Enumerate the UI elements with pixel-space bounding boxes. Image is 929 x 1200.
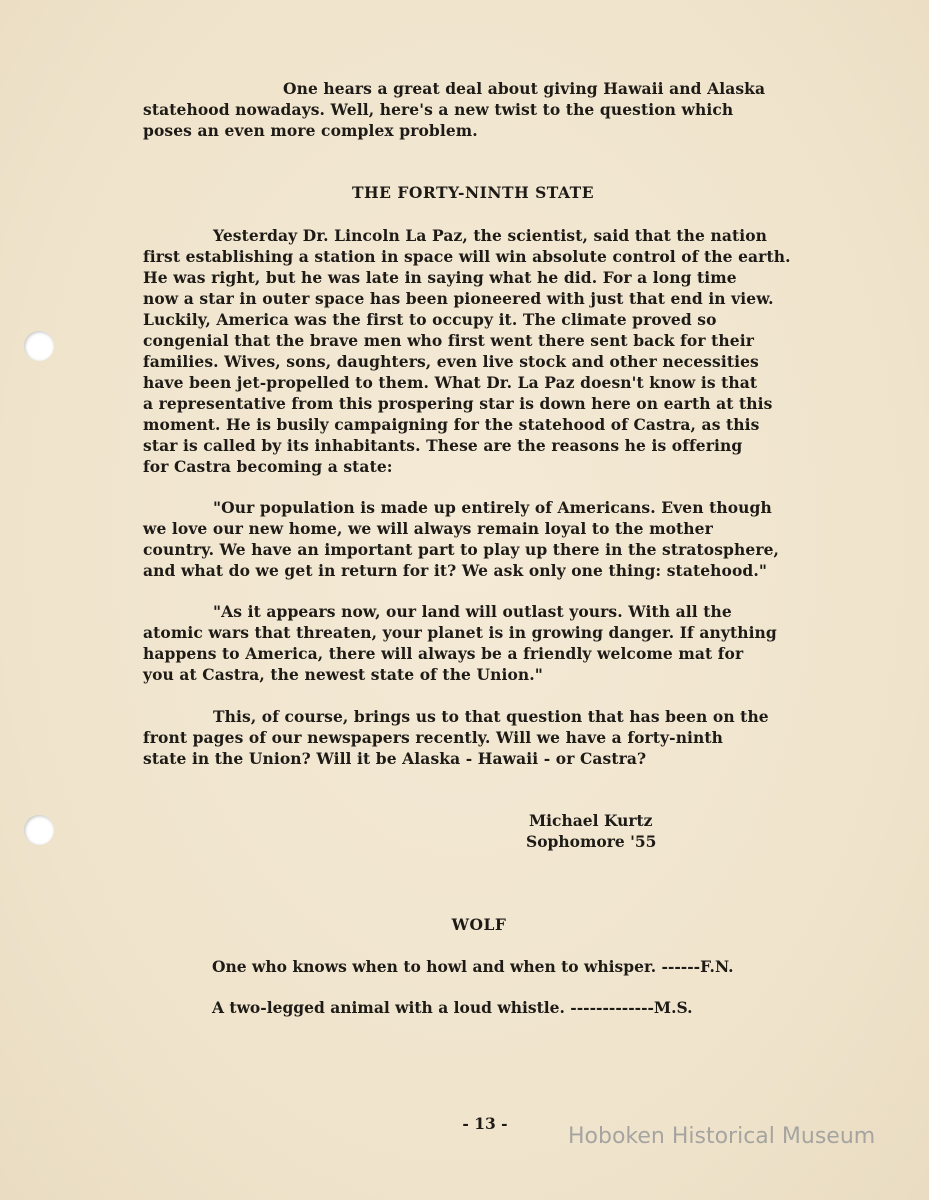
punch-hole	[24, 815, 54, 845]
page-number: - 13 -	[462, 1114, 508, 1133]
author-name: Michael Kurtz	[529, 811, 653, 830]
quote-paragraph: "As it appears now, our land will outlast yours. With all the atomic wars that threaten, your planet is in growing danger. If anything happens to America, there will always be a friendly welcome mat for you at Castra, the newest state of the Union."	[143, 602, 777, 684]
intro-paragraph: One hears a great deal about giving Hawaii and Alaska statehood nowadays. Well, here's a new twist to the question which poses an even more complex problem.	[143, 79, 766, 140]
wolf-definition: A two-legged animal with a loud whistle. -------------M.S.	[212, 998, 693, 1017]
museum-watermark: Hoboken Historical Museum	[568, 1124, 876, 1149]
closing-paragraph: This, of course, brings us to that question that has been on the front pages of our newspapers recently. Will we have a forty-ninth state in the Union? Will it be Alaska - Hawaii - or Castra?	[143, 707, 769, 768]
author-class: Sophomore '55	[526, 832, 657, 851]
wolf-definition: One who knows when to howl and when to whisper. ------F.N.	[212, 957, 734, 976]
punch-hole	[24, 331, 54, 361]
body-paragraph: Yesterday Dr. Lincoln La Paz, the scientist, said that the nation first establishing a station in space will win absolute control of the earth. He was right, but he was late in saying what he did. For a long time now a star in outer space has been pioneered with just that end in view. Luckily, America was the first to occupy it. The climate proved so congenial that the brave men who first went there sent back for their families. Wives, sons, daughters, even live stock and other necessities have been jet-propelled to them. What Dr. La Paz doesn't know is that a representative from this prospering star is down here on earth at this moment. He is busily campaigning for the statehood of Castra, as this star is called by its inhabitants. These are the reasons he is offering for Castra becoming a state:	[143, 226, 791, 476]
article-title: THE FORTY-NINTH STATE	[351, 183, 595, 202]
quote-paragraph: "Our population is made up entirely of Americans. Even though we love our new home, we will always remain loyal to the mother country. We have an important part to play up there in the stratosphere, and what do we get in return for it? We ask only one thing: statehood."	[143, 498, 780, 580]
wolf-title: WOLF	[451, 915, 507, 934]
